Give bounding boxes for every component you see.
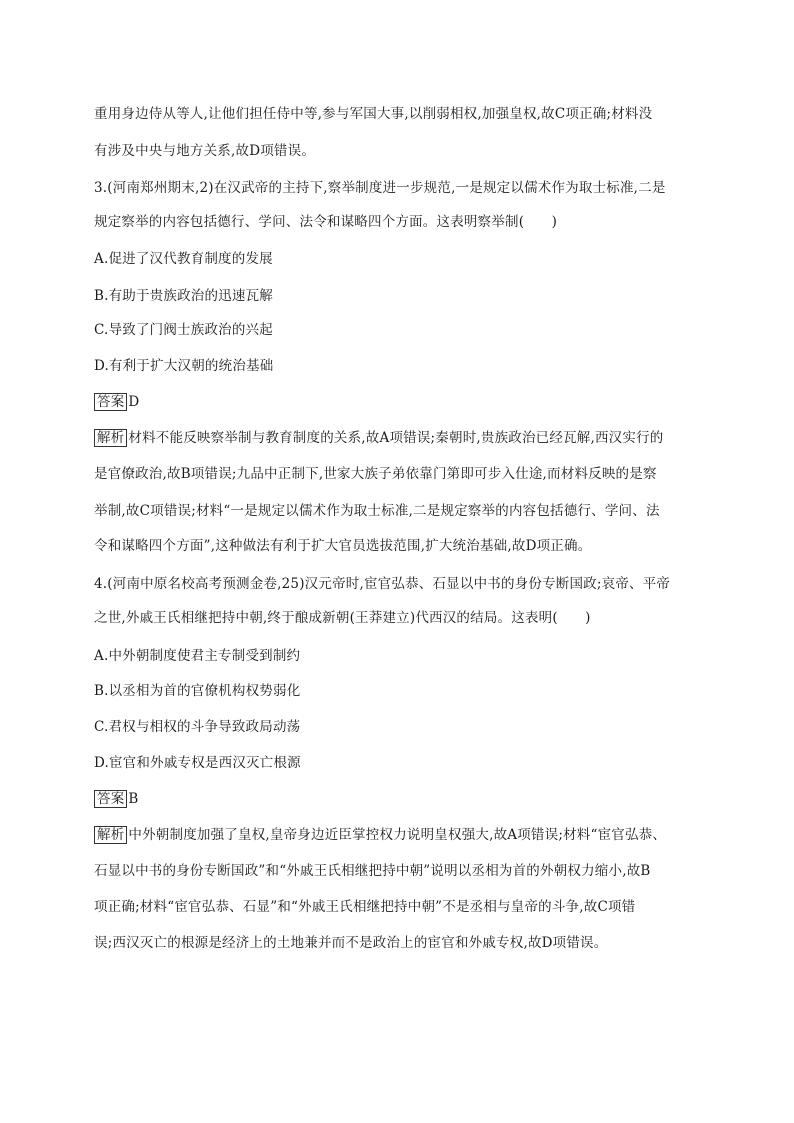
q3-stem-line: 3.(河南郑州期末,2)在汉武帝的主持下,察举制度进一步规范,一是规定以儒术作为取士标准,二是 (94, 180, 666, 196)
analysis-label: 解析 (94, 429, 127, 447)
q3-option-d: D.有利于扩大汉朝的统治基础 (94, 358, 274, 374)
q4-analysis (94, 826, 666, 844)
answer-label: 答案 (94, 393, 127, 411)
answer-value: D (128, 394, 140, 410)
answer-label: 答案 (94, 790, 127, 808)
q4-option-c: C.君权与相权的斗争导致政局动荡 (94, 719, 301, 735)
answer-value: B (128, 791, 139, 807)
q4-stem-line: 之世,外戚王氏相继把持中朝,终于酿成新朝(王莽建立)代西汉的结局。这表明( ) (94, 610, 591, 626)
q3-option-b: B.有助于贵族政治的迅速瓦解 (94, 288, 274, 304)
q3-analysis-line: 令和谋略四个方面”,这种做法有利于扩大官员选拔范围,扩大统治基础,故D项正确。 (94, 538, 592, 554)
q3-stem-line: 规定察举的内容包括德行、学问、法令和谋略四个方面。这表明察举制( ) (94, 214, 558, 230)
q3-option-a: A.促进了汉代教育制度的发展 (94, 251, 273, 267)
analysis-label: 解析 (94, 826, 127, 844)
analysis-text: 中外朝制度加强了皇权,皇帝身边近臣掌控权力说明皇权强大,故A项错误;材料“宦官弘恭、 (128, 827, 667, 843)
q3-analysis-line: 举制,故C项错误;材料“一是规定以儒术作为取士标准,二是规定察举的内容包括德行、学问、法 (94, 503, 660, 519)
q4-analysis-line: 项正确;材料“宦官弘恭、石显”和“外戚王氏相继把持中朝”不是丞相与皇帝的斗争,故C项错 (94, 899, 636, 915)
q2-analysis-line: 重用身边侍从等人,让他们担任侍中等,参与军国大事,以削弱相权,加强皇权,故C项正确;材料没 (94, 106, 653, 122)
q2-analysis-line: 有涉及中央与地方关系,故D项错误。 (94, 143, 316, 159)
q4-option-a: A.中外朝制度使君主专制受到制约 (94, 648, 301, 664)
analysis-text: 材料不能反映察举制与教育制度的关系,故A项错误;秦朝时,贵族政治已经瓦解,西汉实行的 (128, 430, 664, 446)
q3-analysis-line: 是官僚政治,故B项错误;九品中正制下,世家大族子弟依靠门第即可步入仕途,而材料反映的是察 (94, 466, 657, 482)
q4-stem-line: 4.(河南中原名校高考预测金卷,25)汉元帝时,宦官弘恭、石显以中书的身份专断国政;哀帝、平帝 (94, 576, 671, 592)
q4-analysis-line: 石显以中书的身份专断国政”和“外戚王氏相继把持中朝”说明以丞相为首的外朝权力缩小,故B (94, 863, 651, 879)
q3-analysis (94, 429, 663, 447)
q3-answer (94, 393, 139, 411)
q3-option-c: C.导致了门阀士族政治的兴起 (94, 322, 273, 338)
q4-option-d: D.宦官和外戚专权是西汉灭亡根源 (94, 755, 301, 771)
q4-option-b: B.以丞相为首的官僚机构权势弱化 (94, 683, 301, 699)
q4-answer (94, 790, 139, 808)
q4-analysis-line: 误;西汉灭亡的根源是经济上的土地兼并而不是政治上的宦官和外戚专权,故D项错误。 (94, 935, 608, 951)
